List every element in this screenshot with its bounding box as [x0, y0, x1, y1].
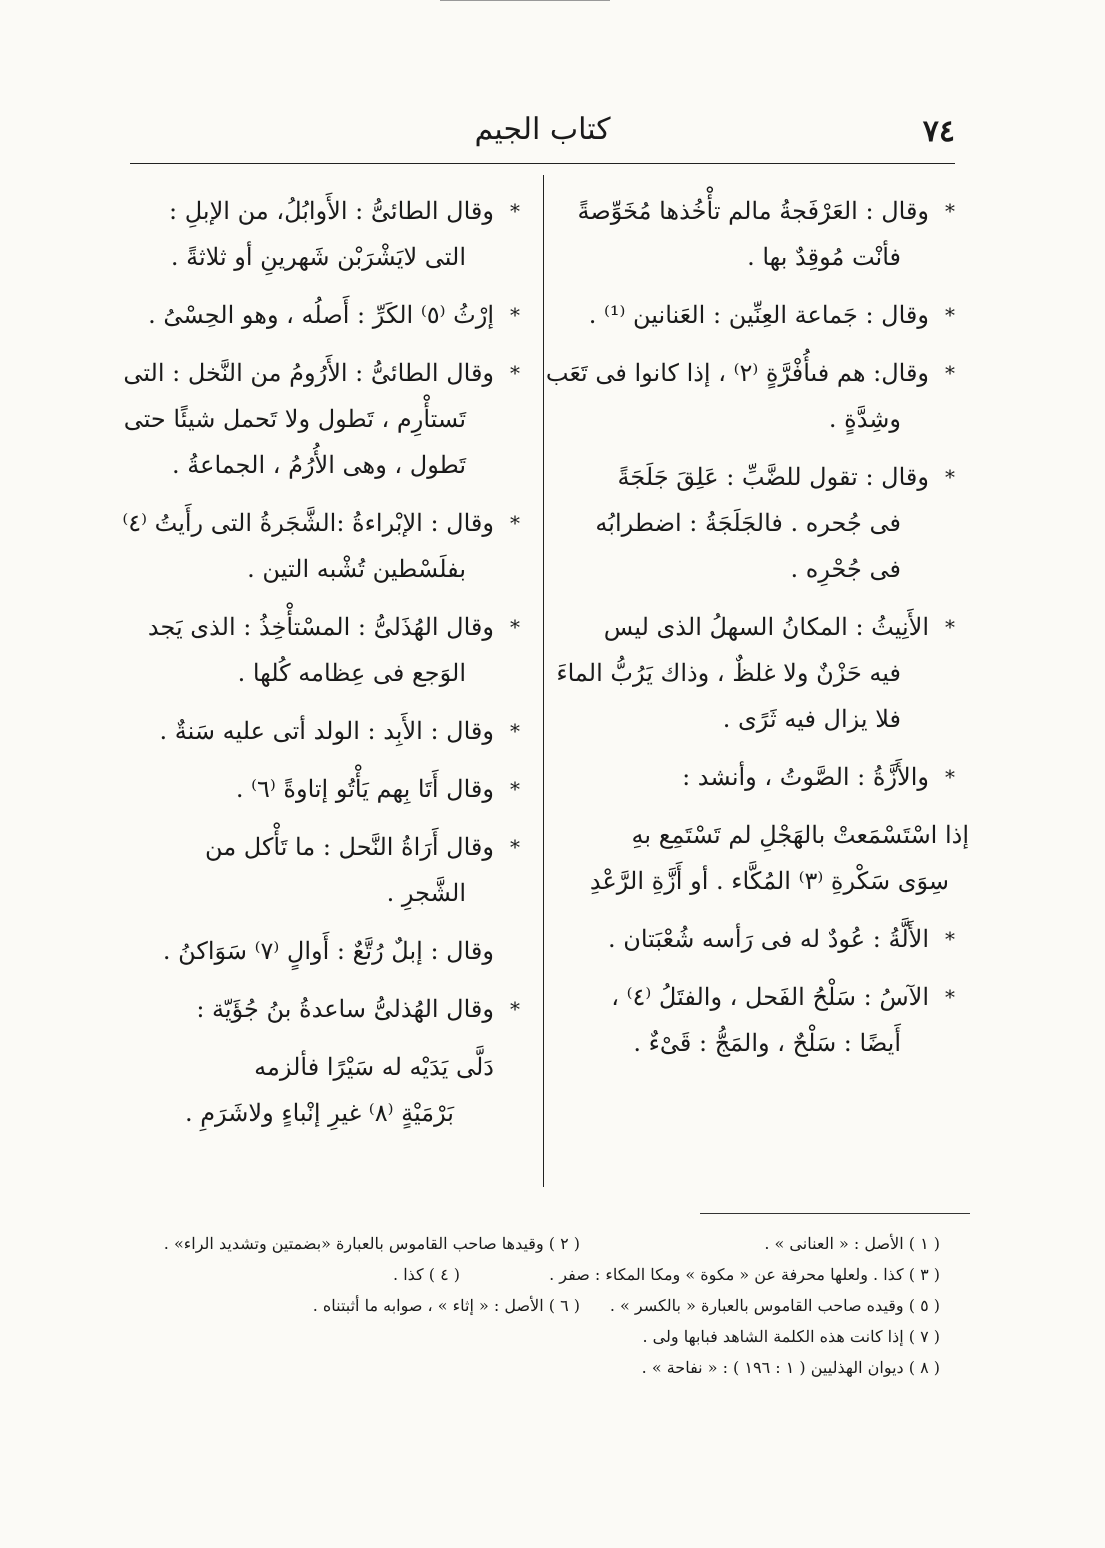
entry-azza — [575, 754, 955, 800]
entry-arfaja — [575, 188, 955, 280]
entry-aas — [575, 974, 955, 1066]
entry-line: * الآسُ : سَلْحُ الفَحل ، والفتَلُ ⁽٤⁾ ، — [611, 983, 929, 1011]
entry-awabil — [130, 188, 520, 280]
entry-line: * وقال الطائىُّ : الأَرُومُ من النَّخل : التى — [123, 359, 494, 387]
footnote: ( ٤ ) كذا . — [393, 1265, 460, 1284]
entry-line: * وقال الهُذلىُّ ساعدةُ بنُ جُؤَيّة : — [196, 995, 494, 1023]
entry-abid — [130, 708, 520, 754]
entry-line: * وقال: هم فىأُفْرَّةٍ ⁽٢⁾ ، إذا كانوا فى تَعَب — [545, 359, 929, 387]
entry-ibil — [130, 928, 520, 974]
entry-line: بفلَسْطين تُشْبه التين . — [247, 555, 466, 583]
entry-line: * الأَنِيثُ : المكانُ السهلُ الذى ليس — [603, 613, 929, 641]
verse-line: سِوَى سَكْرةِ ⁽٣⁾ المُكَّاء . أو أَزَّةِ الرَّعْدِ — [589, 867, 949, 895]
entry-line: فيه حَزْنٌ ولا غلظٌ ، وذاك يَرُبُّ الماءَ — [556, 659, 901, 687]
entry-irth — [130, 292, 520, 338]
entry-line: * وقال : العَرْفَجةُ مالم تأْخُذها مُخَوِّصةً — [577, 197, 929, 225]
footnote: ( ٢ ) وقيدها صاحب القاموس بالعبارة «بضمتين وتشديد الراء» . — [163, 1234, 580, 1253]
header-rule — [130, 163, 955, 164]
entry-line: فى جُحْرِه . — [790, 555, 901, 583]
entry-line: الوَجع فى عِظامه كُلها . — [237, 659, 466, 687]
footnotes — [140, 1228, 940, 1383]
running-title: كتاب الجيم — [474, 112, 611, 147]
right-column — [545, 188, 969, 1078]
entry-ufurra — [545, 350, 955, 442]
entry-line: فأنْت مُوقِدٌ بها . — [747, 243, 901, 271]
entry-line: وقال : إبلٌ رُتَّعٌ : أَوالٍ ⁽٧⁾ سَوَاكنُ . — [162, 937, 494, 965]
footnote: ( ٣ ) كذا . ولعلها محرفة عن « مكوة » ومكا المكاء : صفر . — [549, 1265, 940, 1284]
footnote: ( ٨ ) ديوان الهذليين ( ١ : ١٩٦ ) : « نفاحة » . — [641, 1358, 940, 1377]
entry-line: الشَّجرِ . — [386, 879, 466, 907]
footnote: ( ٥ ) وقيده صاحب القاموس بالعبارة « بالكسر » . — [609, 1296, 940, 1315]
entry-line: تَطول ، وهى الأُرُمُ ، الجماعةُ . — [172, 451, 466, 479]
entry-line: * وقال : الإبْراءةُ :الشَّجَرةُ التى رأَيتُ ⁽٤⁾ — [122, 509, 494, 537]
top-edge-line — [440, 0, 610, 1]
verse-line: بَرْمَيْةٍ ⁽٨⁾ غيرِ إنْباءٍ ولاشَرَمِ . — [184, 1099, 454, 1127]
page-header — [130, 112, 955, 162]
entry-ata — [130, 766, 520, 812]
footnote-rule — [700, 1213, 970, 1214]
entry-line: وشِدَّةٍ . — [828, 405, 901, 433]
entry-line: * والأَزَّةُ : الصَّوتُ ، وأنشد : — [682, 763, 929, 791]
entry-sa-ida — [130, 986, 520, 1032]
footnote-row — [140, 1259, 940, 1290]
footnote-row — [140, 1321, 940, 1352]
entry-ibraa — [122, 500, 520, 592]
verse-azza — [575, 812, 969, 904]
entry-line: * وقال : الأَبِد : الولد أتى عليه سَنةٌ . — [159, 717, 494, 745]
page-number: ٧٤ — [922, 114, 955, 149]
entry-arum — [123, 350, 520, 488]
entry-anith — [556, 604, 955, 742]
entry-line: * وقال : جَماعة العِنِّين : العَنانين ⁽¹⁾ . — [588, 301, 929, 329]
footnote: ( ٦ ) الأصل : « إثاء » ، صوابه ما أثبتناه . — [312, 1296, 580, 1315]
entry-line: * إرْثُ ⁽٥⁾ الكَرِّ : أَصلُه ، وهو الحِسْىُ . — [148, 301, 494, 329]
entry-line: * وقال الهُذَلىُّ : المسْتأْخِذُ : الذى يَجد — [147, 613, 494, 641]
entry-inin — [575, 292, 955, 338]
footnote: ( ٧ ) إذا كانت هذه الكلمة الشاهد فبابها ولى . — [642, 1327, 940, 1346]
verse-line: إذا اسْتَسْمَعتْ بالهَجْلِ لم تَسْتَمِع بهِ — [631, 821, 969, 849]
footnote-row — [140, 1352, 940, 1383]
entry-line: فى جُحره . فالجَلَجَةُ : اضطرابُه — [595, 509, 901, 537]
verse-sa-ida — [130, 1044, 520, 1136]
entry-line: * وقال أَرَاةُ النَّحل : ما تَأْكل من — [205, 833, 494, 861]
entry-alla — [575, 916, 955, 962]
entry-line: * الأَلَّةُ : عُودٌ له فى رَأسه شُعْبَتان . — [607, 925, 929, 953]
left-column — [122, 188, 520, 1148]
entry-arat — [130, 824, 520, 916]
entry-line: التى لايَشْرَبْن شَهرينِ أو ثلاثةً . — [170, 243, 466, 271]
entry-line: * وقال الطائىُّ : الأَوابُلُ، من الإبلِ : — [169, 197, 494, 225]
entry-line: * وقال : تقول للضَّبِّ : عَلِقَ جَلَجَةً — [617, 463, 929, 491]
entry-line: تَستأْرِم ، تَطول ولا تَحمل شيئًا حتى — [123, 405, 466, 433]
entry-jalaja — [575, 454, 955, 592]
entry-line: * وقال أَتَا بِهم يَأْتُو إتاوةً ⁽٦⁾ . — [235, 775, 494, 803]
footnote-row — [140, 1290, 940, 1321]
entry-line: فلا يزال فيه ثَرًى . — [722, 705, 901, 733]
footnote: ( ١ ) الأصل : « العنانى » . — [764, 1234, 940, 1253]
entry-line: أَيضًا : سَلْحٌ ، والمَجُّ : قَىْءٌ . — [633, 1029, 901, 1057]
entry-mustakhidh — [130, 604, 520, 696]
footnote-row — [140, 1228, 940, 1259]
verse-line: دَلَّى يَدَيْه له سَيْرًا فألزمه — [254, 1053, 494, 1081]
column-divider — [543, 175, 544, 1187]
